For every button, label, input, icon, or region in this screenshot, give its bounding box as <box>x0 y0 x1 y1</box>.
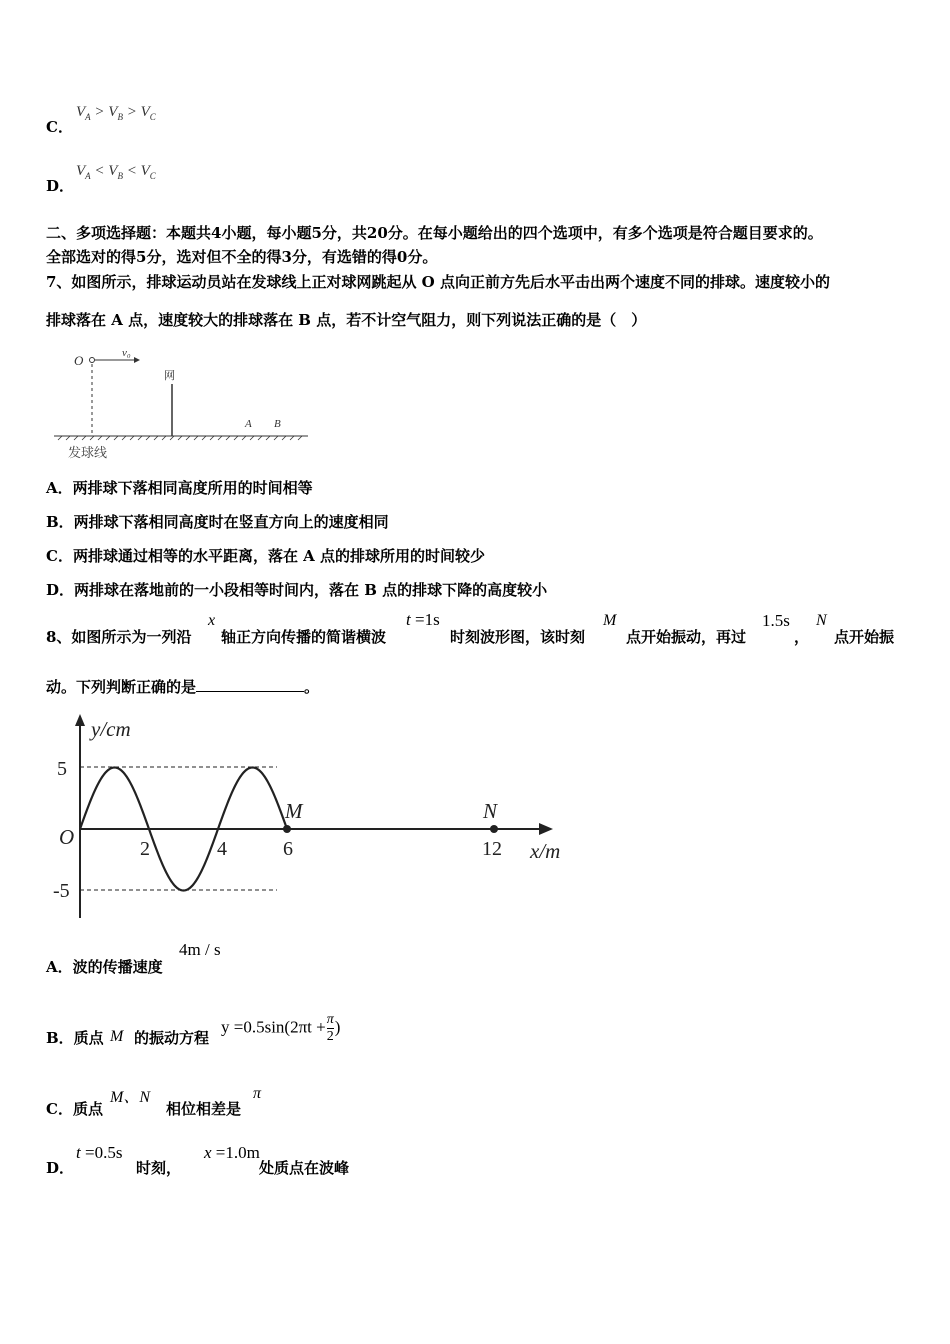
q8-option-c-label: C．质点 <box>46 1100 103 1118</box>
point-n-label: N <box>483 799 498 823</box>
x-tick-12: 12 <box>482 838 502 860</box>
q8-option-d-label: D． <box>46 1159 75 1177</box>
wave-graph <box>45 710 575 925</box>
q6-option-c-label: C． <box>46 118 73 136</box>
x-axis-arrow <box>539 823 553 835</box>
net-label: 网 <box>164 370 175 382</box>
q8-var-n: N <box>816 612 827 629</box>
answer-blank <box>196 677 304 692</box>
q6-option-d-label: D． <box>46 177 75 195</box>
q8-option-b-label2: 的振动方程 <box>134 1029 210 1047</box>
x-tick-6: 6 <box>283 838 293 860</box>
q8-option-d-label3: 处质点在波峰 <box>259 1159 350 1177</box>
point-m-marker <box>283 825 291 833</box>
v0-label: v₀ <box>122 347 131 359</box>
q8-option-b-var-m: M <box>110 1028 124 1045</box>
q7-option-a: A．两排球下落相同高度所用的时间相等 <box>46 479 313 497</box>
y-tick-neg5: -5 <box>53 880 70 902</box>
q8-duration: 1.5s <box>762 611 790 630</box>
y-axis-arrow <box>75 714 85 726</box>
q8-option-d-time: t =0.5s <box>76 1143 123 1162</box>
q7-option-b: B．两排球下落相同高度时在竖直方向上的速度相同 <box>46 513 389 531</box>
section2-heading-line2: 全部选对的得5分，选对但不全的得3分，有选错的得0分。 <box>46 248 438 266</box>
q8-stem-line2: 动。下列判断正确的是 。 <box>46 678 320 696</box>
q8-stem-part-b: 轴正方向传播的简谐横波 <box>221 628 387 646</box>
x-axis-label: x/m <box>530 839 561 863</box>
q8-stem-part-c: 时刻波形图，该时刻 <box>450 628 586 646</box>
x-tick-2: 2 <box>140 838 150 860</box>
q8-option-a-value: 4m / s <box>179 940 221 959</box>
origin-label: O <box>59 825 75 849</box>
q8-time-t1: t =1s <box>406 610 440 629</box>
point-o-label: O <box>74 353 84 368</box>
q7-option-d: D．两排球在落地前的一小段相等时间内，落在 B 点的排球下降的高度较小 <box>46 581 548 599</box>
q8-var-x: x <box>208 612 216 629</box>
y-tick-5: 5 <box>57 758 67 780</box>
q8-var-m: M <box>603 612 617 629</box>
point-a-label: A <box>245 418 252 430</box>
section2-heading-line1: 二、多项选择题：本题共4小题，每小题5分，共20分。在每小题给出的四个选项中，有多个选项是符合题目要求的。 <box>46 224 823 242</box>
baseline-label: 发球线 <box>68 445 108 460</box>
q8-stem-part-a: 8、如图所示为一列沿 <box>46 628 192 646</box>
point-n-marker <box>490 825 498 833</box>
q8-option-b-label: B．质点 <box>46 1029 104 1047</box>
q8-option-d-label2: 时刻， <box>136 1159 182 1177</box>
q8-option-c-value: π <box>253 1085 262 1102</box>
q6-option-d-formula: $V_A < V_B < V_C$ <box>76 163 156 181</box>
q8-stem-part-e: 点开始振 <box>834 628 895 646</box>
q8-stem-part-d: 点开始振动，再过 <box>626 628 747 646</box>
q8-comma: ， <box>794 628 810 646</box>
q8-option-c-label2: 相位相差是 <box>166 1100 242 1118</box>
q7-option-c: C．两排球通过相等的水平距离，落在 A 点的排球所用的时间较少 <box>46 547 486 565</box>
q8-option-c-vars: M、N <box>110 1089 151 1106</box>
q8-option-b-equation: y =0.5sin(2πt + $\frac{\pi}{2}$ ) <box>221 1012 341 1044</box>
x-tick-4: 4 <box>217 838 227 860</box>
y-axis-label: y/cm <box>91 717 131 741</box>
q8-option-a-label: A．波的传播速度 <box>46 958 163 976</box>
q6-option-c-formula: $V_A > V_B > V_C$ <box>76 104 156 122</box>
point-m-label: M <box>285 799 303 823</box>
q7-stem-line2: 排球落在 A 点，速度较大的排球落在 B 点，若不计空气阻力，则下列说法正确的是（ ） <box>46 311 647 329</box>
q7-figure <box>50 340 320 465</box>
point-b-label: B <box>274 418 281 430</box>
point-o-marker <box>90 358 95 363</box>
q7-stem-line1: 7、如图所示，排球运动员站在发球线上正对球网跳起从 O 点向正前方先后水平击出两个速度不同的排球。速度较小的 <box>46 273 830 291</box>
q8-option-d-position: x =1.0m <box>204 1143 260 1162</box>
